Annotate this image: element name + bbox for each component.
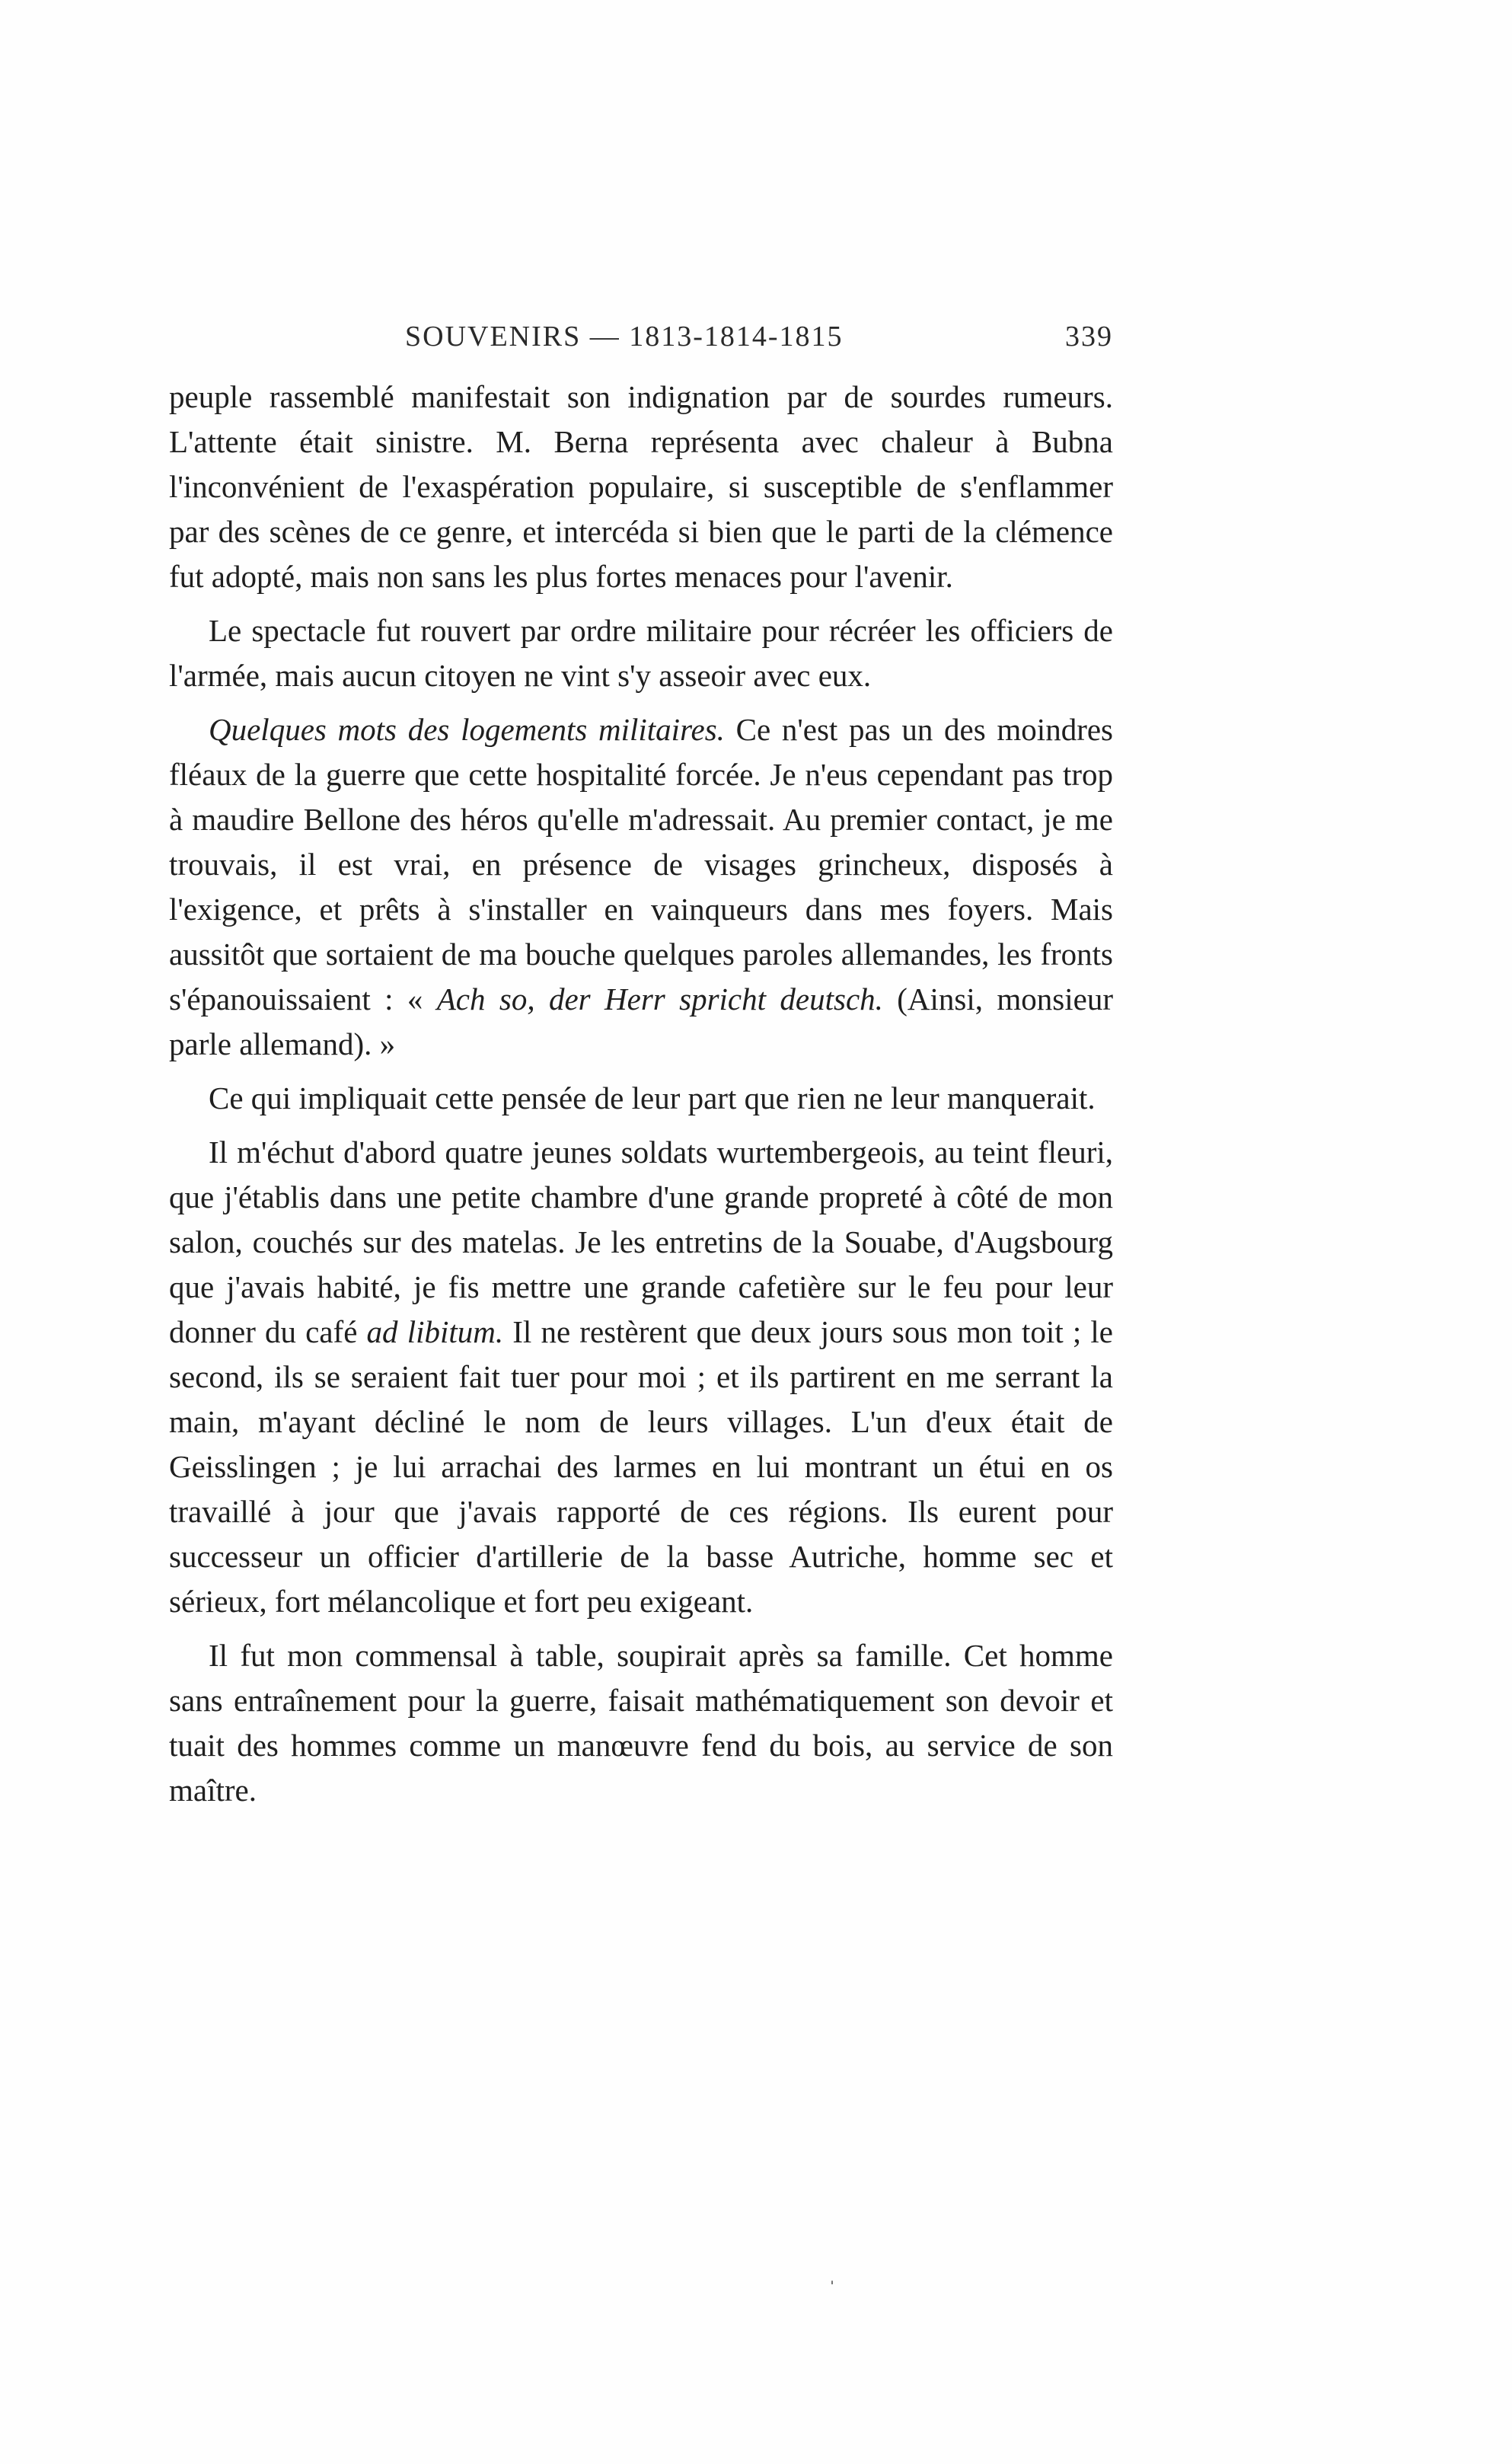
paragraph-6: Il fut mon commensal à table, soupirait après sa famille. Cet homme sans entraînement pour la guerre, faisait mathématiquement son devoir et tuait des hommes comme un manœuvre fend du bois, au service de son maître.	[169, 1638, 1113, 1808]
german-quote: Ach so, der Herr spricht deutsch.	[436, 981, 883, 1017]
paragraph-3-end: (Ainsi, monsieur parle allemand). »	[169, 981, 1113, 1061]
paragraph-4: Ce qui impliquait cette pensée de leur part que rien ne leur manquerait.	[209, 1080, 1096, 1116]
paragraph-5	[169, 1130, 1113, 1624]
running-header	[169, 320, 1113, 362]
page-number: 339	[1065, 321, 1113, 353]
section-heading-italic: Quelques mots des logements militaires.	[209, 712, 725, 747]
body-text	[169, 375, 1113, 1822]
paragraph-3	[169, 707, 1113, 1067]
paragraph-5-end: Il ne restèrent que deux jours sous mon toit ; le second, ils se seraient fait tuer pour moi ; et ils partirent en me serrant la main, m'ayant décliné le nom de leurs villages. L'un d'eux était de Geisslingen ; je lui arrachai des larmes en lui montrant un étui en os travaillé à jour que j'avais rapporté de ces régions. Ils eurent pour successeur un officier d'artillerie de la basse Autriche, homme sec et sérieux, fort mélancolique et fort peu exigeant.	[169, 1314, 1113, 1619]
paragraph-5-start: Il m'échut d'abord quatre jeunes soldats wurtembergeois, au teint fleuri, que j'établis dans une petite chambre d'une grande propreté à côté de mon salon, couchés sur des matelas. Je les entretins de la Souabe, d'Augsbourg que j'avais habité, je fis mettre une grande cafetière sur le feu pour leur donner du café	[169, 1135, 1113, 1349]
scan-speck: ˈ	[828, 2277, 836, 2302]
running-title: SOUVENIRS — 1813-1814-1815	[405, 321, 844, 353]
latin-phrase: ad libitum.	[366, 1314, 504, 1349]
paragraph-1: peuple rassemblé manifestait son indignation par de sourdes rumeurs. L'attente était sinistre. M. Berna représenta avec chaleur à Bubna l'inconvénient de l'exaspération populaire, si susceptible de s'enflammer par des scènes de ce genre, et intercéda si bien que le parti de la clémence fut adopté, mais non sans les plus fortes menaces pour l'avenir.	[169, 379, 1113, 594]
paragraph-2: Le spectacle fut rouvert par ordre militaire pour récréer les officiers de l'armée, mais aucun citoyen ne vint s'y asseoir avec eux.	[169, 613, 1113, 693]
paragraph-3-text: Ce n'est pas un des moindres fléaux de la guerre que cette hospitalité forcée. Je n'eus cependant pas trop à maudire Bellone des héros qu'elle m'adressait. Au premier contact, je me trouvais, il est vrai, en présence de visages grincheux, disposés à l'exigence, et prêts à s'installer en vainqueurs dans mes foyers. Mais aussitôt que sortaient de ma bouche quelques paroles allemandes, les fronts s'épanouissaient : «	[169, 712, 1114, 1017]
